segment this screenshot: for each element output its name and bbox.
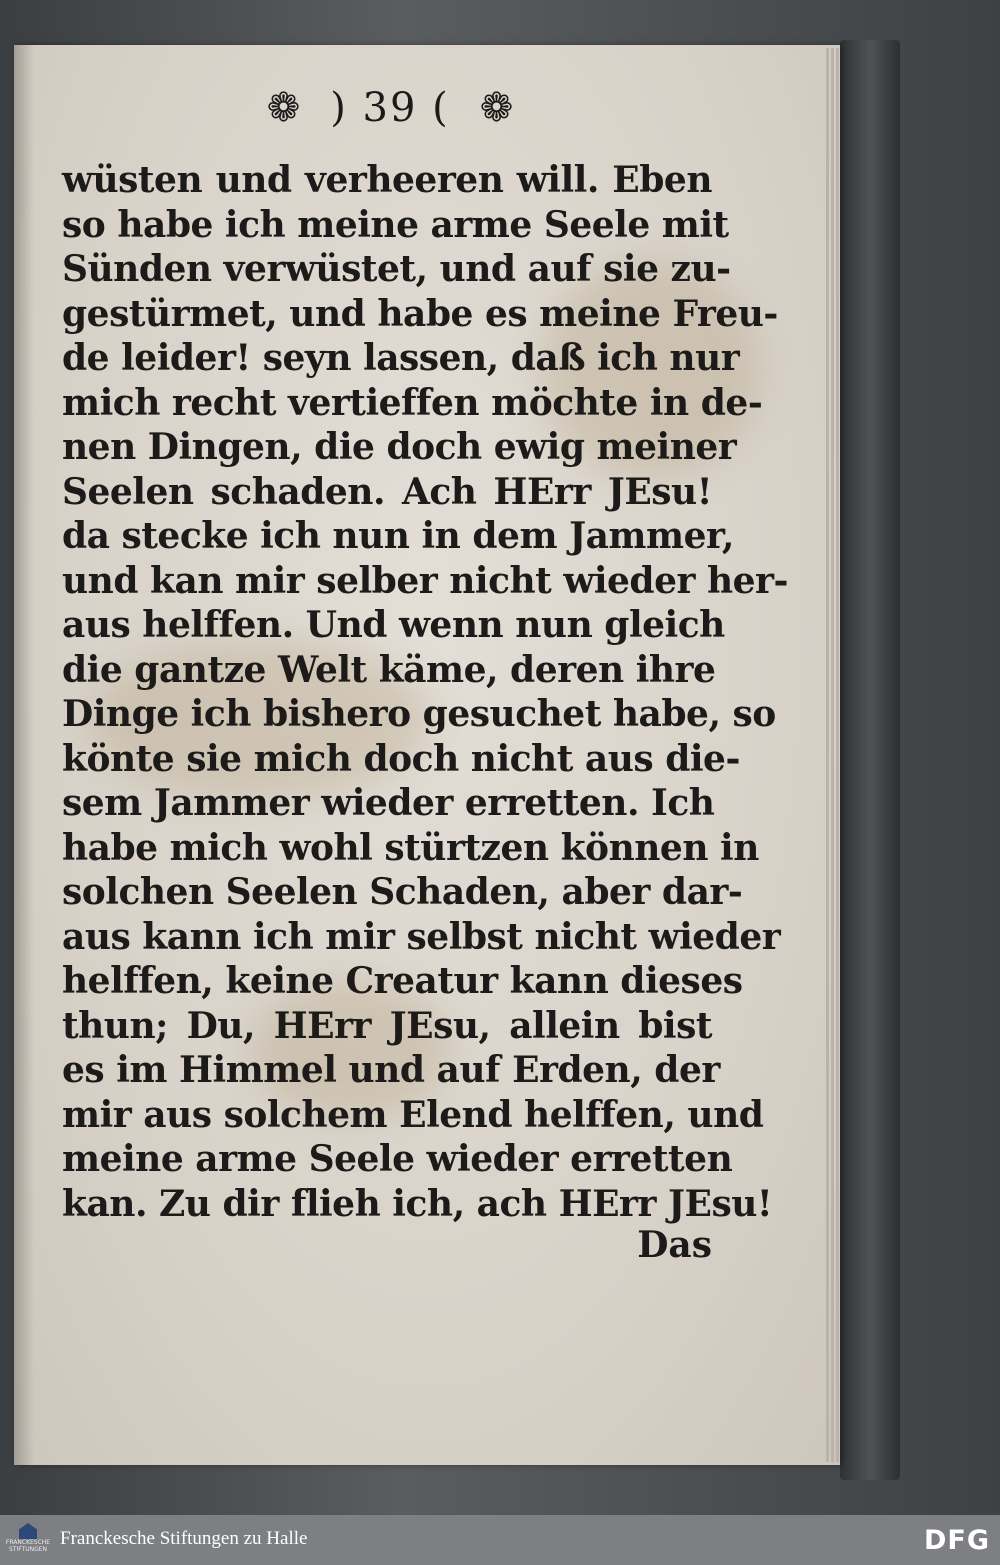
text-line: meine arme Seele wieder erretten xyxy=(62,1138,733,1180)
page-header xyxy=(60,82,720,134)
page-number: ) 39 ( xyxy=(330,85,450,131)
text-line: Seelen schaden. Ach HErr JEsu! xyxy=(62,470,712,513)
logo-caption: FRANCKESCHE STIFTUNGEN xyxy=(5,1539,51,1553)
text-line: helffen, keine Creatur kann dieses xyxy=(62,960,743,1002)
book-cover-edge xyxy=(840,40,900,1480)
body-text xyxy=(62,158,788,1226)
text-line: thun; Du, HErr JEsu, allein bist xyxy=(62,1004,712,1047)
text-line: habe mich wohl stürtzen können in xyxy=(62,826,759,869)
building-icon xyxy=(19,1523,37,1539)
page-gutter xyxy=(14,45,34,1465)
text-line: kan. Zu dir flieh ich, ach HErr JEsu! xyxy=(62,1182,773,1225)
text-line: da stecke ich nun in dem Jammer, xyxy=(62,515,734,557)
text-line: sem Jammer wieder erretten. Ich xyxy=(62,782,715,824)
page-edge xyxy=(826,48,829,1462)
text-line: nen Dingen, die doch ewig meiner xyxy=(62,426,737,468)
text-line: aus helffen. Und wenn nun gleich xyxy=(62,604,725,646)
text-line: de leider! seyn lassen, daß ich nur xyxy=(62,337,740,379)
text-line: könte sie mich doch nicht aus die- xyxy=(62,737,740,780)
dfg-logo[interactable]: DFG xyxy=(923,1525,990,1556)
flower-ornament-icon: ❁ xyxy=(266,85,301,131)
flower-ornament-icon: ❁ xyxy=(479,85,514,131)
text-line: mich recht vertieffen möchte in de- xyxy=(62,381,763,424)
text-line: es im Himmel und auf Erden, der xyxy=(62,1049,720,1091)
text-line: Sünden verwüstet, und auf sie zu- xyxy=(62,248,731,290)
text-line: so habe ich meine arme Seele mit xyxy=(62,203,729,246)
text-line: solchen Seelen Schaden, aber dar- xyxy=(62,871,743,913)
text-line: wüsten und verheeren will. Eben xyxy=(62,159,712,201)
page-edge xyxy=(831,48,834,1462)
text-line: mir aus solchem Elend helffen, und xyxy=(62,1093,764,1136)
text-line: aus kann ich mir selbst nicht wieder xyxy=(62,915,781,958)
text-line: Dinge ich bishero gesuchet habe, so xyxy=(62,693,776,735)
page-edge xyxy=(836,48,839,1462)
institution-logo[interactable] xyxy=(5,1523,51,1559)
text-line: gestürmet, und habe es meine Freu- xyxy=(62,292,778,335)
viewer-footer xyxy=(0,1515,1000,1565)
catchword: Das xyxy=(637,1224,712,1266)
text-line: die gantze Welt käme, deren ihre xyxy=(62,648,716,691)
institution-name: Franckesche Stiftungen zu Halle xyxy=(60,1528,308,1549)
text-line: und kan mir selber nicht wieder her- xyxy=(62,559,788,602)
